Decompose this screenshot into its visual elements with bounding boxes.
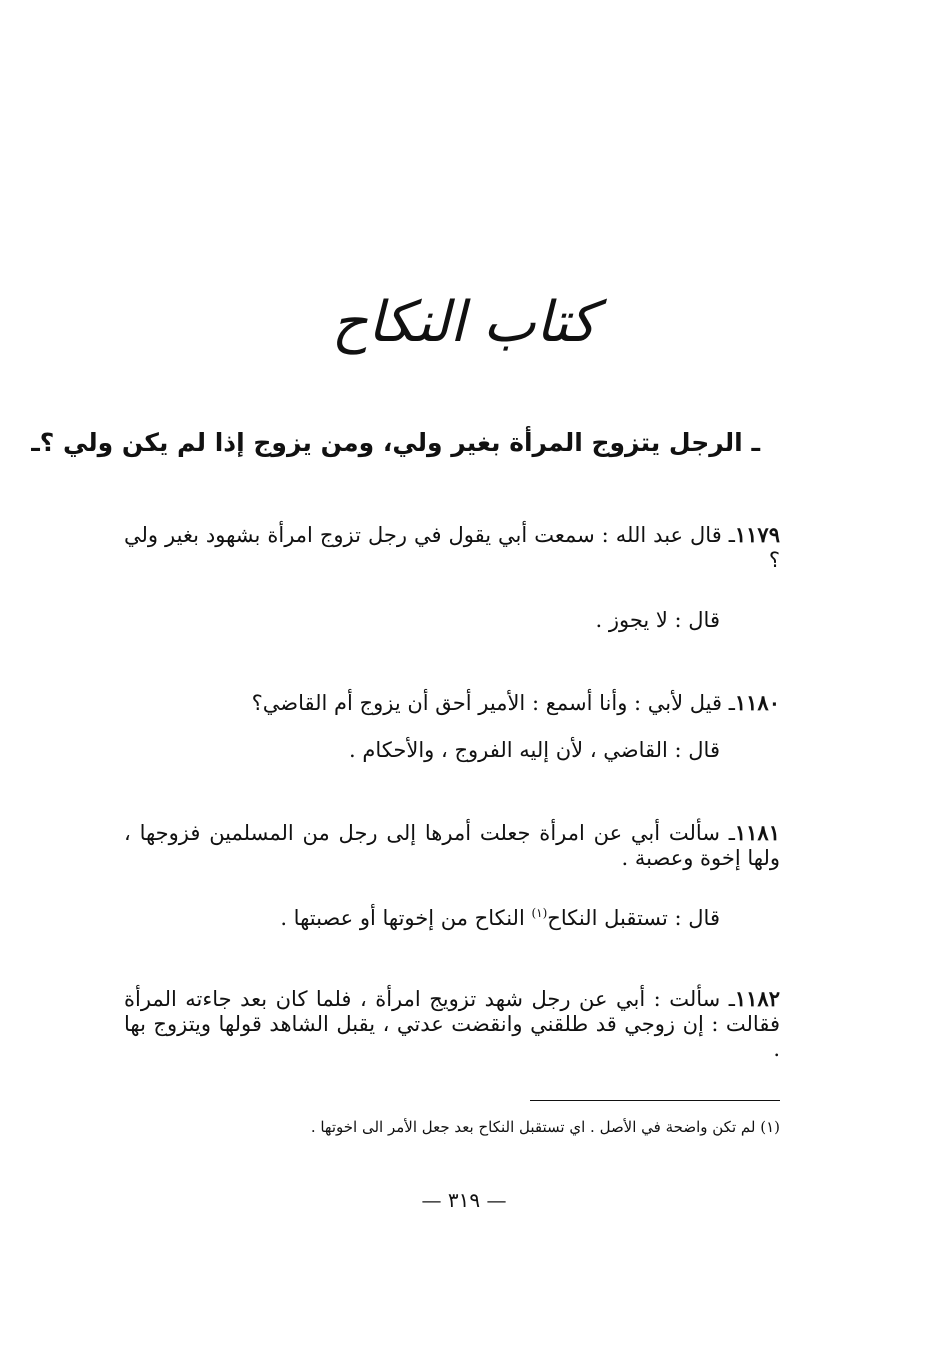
entry-1181-question (124, 820, 780, 871)
entry-number: ١١٧٩ (734, 522, 780, 547)
footnote: (١) لم تكن واضحة في الأصل . اي تستقبل النكاح بعد جعل الأمر الى اخوتها . (310, 1118, 780, 1136)
entry-1182-question (124, 986, 780, 1063)
answer-text: قال : تستقبل النكاح (547, 906, 720, 930)
entry-text: ـ قيل لأبي : وأنا أسمع : الأمير أحق أن يزوج أم القاضي؟ (251, 691, 735, 715)
entry-1179-answer: قال : لا يجوز . (595, 608, 720, 632)
answer-text: النكاح من إخوتها أو عصبتها . (280, 906, 532, 930)
entry-1180-question (124, 690, 780, 716)
page-number: — ٣١٩ — (421, 1188, 507, 1212)
footnote-reference: (١) (531, 906, 548, 920)
entry-text: ـ سألت : أبي عن رجل شهد تزويج امرأة ، فلما كان بعد جاءته المرأة فقالت : إن زوجي قد طلقني وانقضت عدتي ، يقبل الشاهد قولها ويتزوج بها . (124, 987, 780, 1062)
entry-number: ١١٨٠ (734, 690, 780, 715)
entry-number: ١١٨١ (734, 820, 780, 845)
entry-1179-question (124, 522, 780, 573)
entry-text: ـ سألت أبي عن امرأة جعلت أمرها إلى رجل من المسلمين فزوجها ، ولها إخوة وعصبة . (124, 821, 780, 871)
chapter-heading: ـ الرجل يتزوج المرأة بغير ولي، ومن يزوج إذا لم يكن ولي ؟ـ (31, 428, 760, 457)
book-title: كتاب النكاح (331, 290, 597, 355)
footnote-divider (530, 1100, 780, 1101)
entry-text: ـ قال عبد الله : سمعت أبي يقول في رجل تزوج امرأة بشهود بغير ولي ؟ (124, 523, 780, 573)
entry-1180-answer: قال : القاضي ، لأن إليه الفروج ، والأحكام . (349, 738, 720, 762)
entry-number: ١١٨٢ (734, 986, 780, 1011)
entry-1181-answer (124, 906, 720, 931)
